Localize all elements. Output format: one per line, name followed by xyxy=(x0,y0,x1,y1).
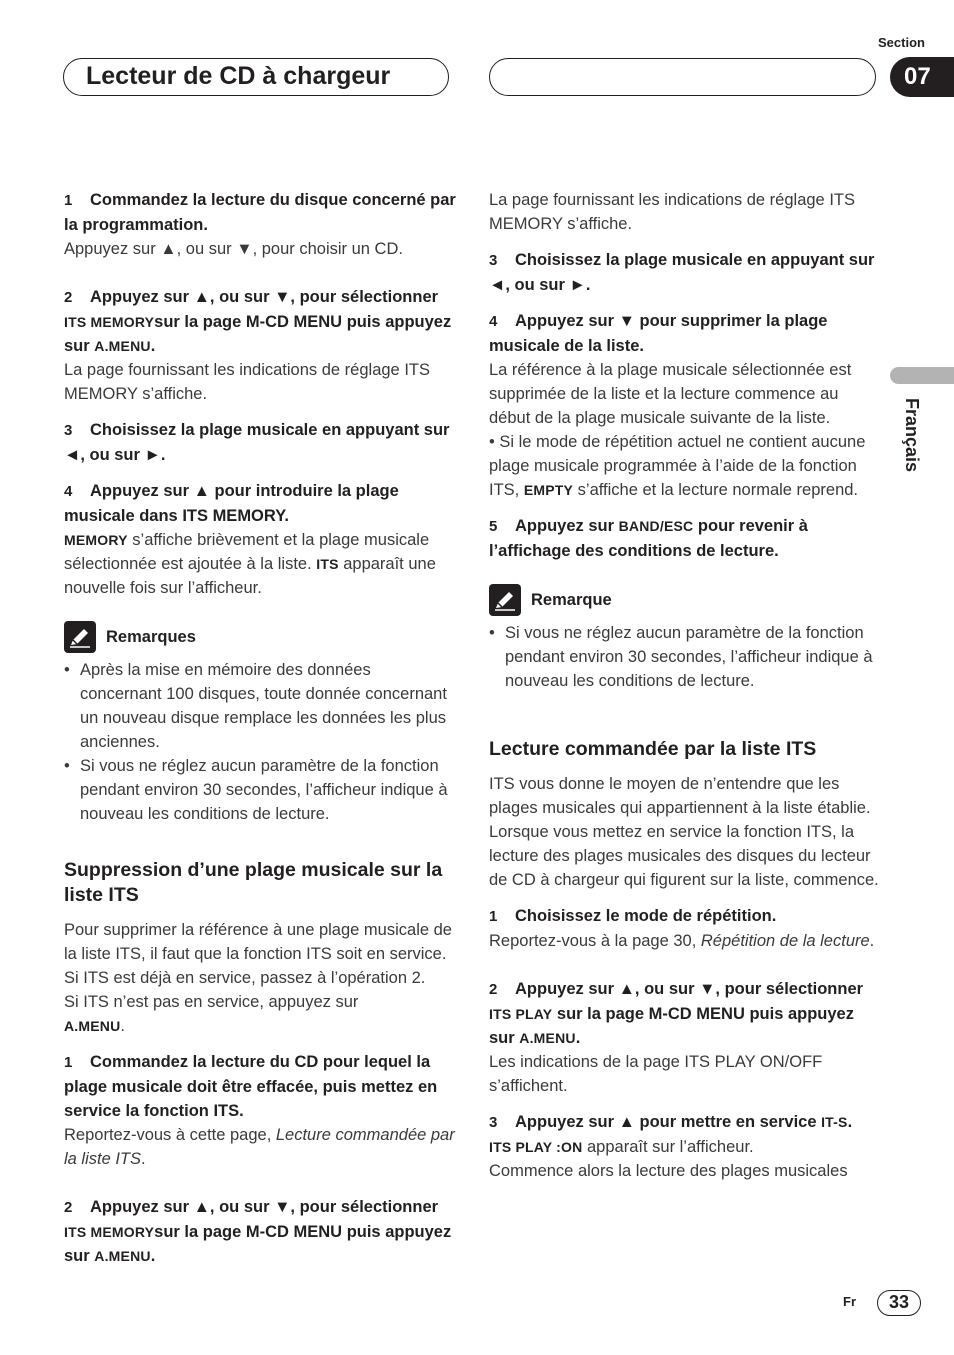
note-pencil-icon xyxy=(64,621,96,653)
step-5r: 5 Appuyez sur BAND/ESC pour revenir à l’affichage des conditions de lecture. xyxy=(489,517,808,560)
paragraph: Pour supprimer la référence à une plage musicale de la liste ITS, il faut que la fonction ITS soit en service. xyxy=(64,921,452,963)
step-3c-text: ITS PLAY :ON apparaît sur l’afficheur. xyxy=(489,1138,754,1156)
step-1b-text: Reportez-vous à cette page, Lecture commandée par la liste ITS. xyxy=(64,1126,455,1168)
step-3c-text-2: Commence alors la lecture des plages musicales xyxy=(489,1162,848,1180)
note-item: • Si vous ne réglez aucun paramètre de la fonction pendant environ 30 secondes, l’afficheur indique à nouveau les conditions de lecture. xyxy=(489,621,881,693)
header-right-frame xyxy=(489,58,876,96)
step-1-text: Appuyez sur ▲, ou sur ▼, pour choisir un CD. xyxy=(64,240,403,258)
section-heading-suppression: Suppression d’une plage musicale sur la liste ITS xyxy=(64,859,443,906)
step-2c-text: Les indications de la page ITS PLAY ON/OFF s’affichent. xyxy=(489,1053,823,1095)
note-pencil-icon xyxy=(489,584,521,616)
right-column xyxy=(489,188,881,1183)
step-2-text: La page fournissant les indications de réglage ITS MEMORY s’affiche. xyxy=(64,361,430,403)
step-2: 2 Appuyez sur ▲, ou sur ▼, pour sélectionner ITS MEMORYsur la page M-CD MENU puis appuyez sur A.MENU. xyxy=(64,288,452,355)
step-4: 4 Appuyez sur ▲ pour introduire la plage musicale dans ITS MEMORY. xyxy=(64,482,399,525)
paragraph: A.MENU. xyxy=(64,1017,126,1035)
step-2c: 2 Appuyez sur ▲, ou sur ▼, pour sélectionner ITS PLAY sur la page M-CD MENU puis appuyez sur A.MENU. xyxy=(489,980,864,1047)
footer-lang-code: Fr xyxy=(843,1294,856,1309)
section-number-badge: 07 xyxy=(890,57,954,97)
step-3r: 3 Choisissez la plage musicale en appuyant sur ◄, ou sur ►. xyxy=(489,251,875,294)
paragraph: La page fournissant les indications de réglage ITS MEMORY s’affiche. xyxy=(489,191,855,233)
step-4r-bullet: • Si le mode de répétition actuel ne contient aucune plage musicale programmée à l’aide de la fonction ITS, EMPTY s’affiche et la lecture normale reprend. xyxy=(489,433,866,499)
language-label: Français xyxy=(902,398,922,473)
step-2b: 2 Appuyez sur ▲, ou sur ▼, pour sélectionner ITS MEMORYsur la page M-CD MENU puis appuyez sur A.MENU. xyxy=(64,1198,452,1265)
step-4r: 4 Appuyez sur ▼ pour supprimer la plage musicale de la liste. xyxy=(489,312,828,355)
step-4-text: MEMORY s’affiche brièvement et la plage musicale sélectionnée est ajoutée à la liste. ITS apparaît une nouvelle fois sur l’afficheur. xyxy=(64,531,436,597)
paragraph: ITS vous donne le moyen de n’entendre que les plages musicales qui appartiennent à la liste établie. Lorsque vous mettez en service la fonction ITS, la lecture des plages musicales des disques du lecteur de CD à chargeur qui figurent sur la liste, commence. xyxy=(489,775,879,889)
note-item: • Après la mise en mémoire des données concernant 100 disques, toute donnée concernant un nouveau disque remplace les données les plus anciennes. xyxy=(64,658,456,754)
note-heading: Remarque xyxy=(489,583,881,617)
section-label: Section xyxy=(878,35,925,50)
notes-heading: Remarques xyxy=(64,620,456,654)
step-4r-text: La référence à la plage musicale sélectionnée est supprimée de la liste et la lecture commence au début de la plage musicale suivante de la liste. xyxy=(489,361,852,427)
step-3: 3 Choisissez la plage musicale en appuyant sur ◄, ou sur ►. xyxy=(64,421,450,464)
section-heading-lecture: Lecture commandée par la liste ITS xyxy=(489,738,817,760)
step-1b: 1 Commandez la lecture du CD pour lequel la plage musicale doit être effacée, puis mettez en service la fonction ITS. xyxy=(64,1053,438,1120)
page-title: Lecteur de CD à chargeur xyxy=(86,62,391,90)
step-3c: 3 Appuyez sur ▲ pour mettre en service IT-S. xyxy=(489,1113,853,1131)
note-item: • Si vous ne réglez aucun paramètre de la fonction pendant environ 30 secondes, l’afficheur indique à nouveau les conditions de lecture. xyxy=(64,754,456,826)
paragraph: Si ITS n’est pas en service, appuyez sur xyxy=(64,993,359,1011)
step-1c-text: Reportez-vous à la page 30, Répétition de la lecture. xyxy=(489,932,875,950)
paragraph: Si ITS est déjà en service, passez à l’opération 2. xyxy=(64,969,426,987)
step-1: 1 Commandez la lecture du disque concerné par la programmation. xyxy=(64,191,456,234)
page-number: 33 xyxy=(877,1290,921,1316)
left-column xyxy=(64,188,456,1268)
language-tab xyxy=(890,367,954,384)
step-1c: 1 Choisissez le mode de répétition. xyxy=(489,907,777,925)
